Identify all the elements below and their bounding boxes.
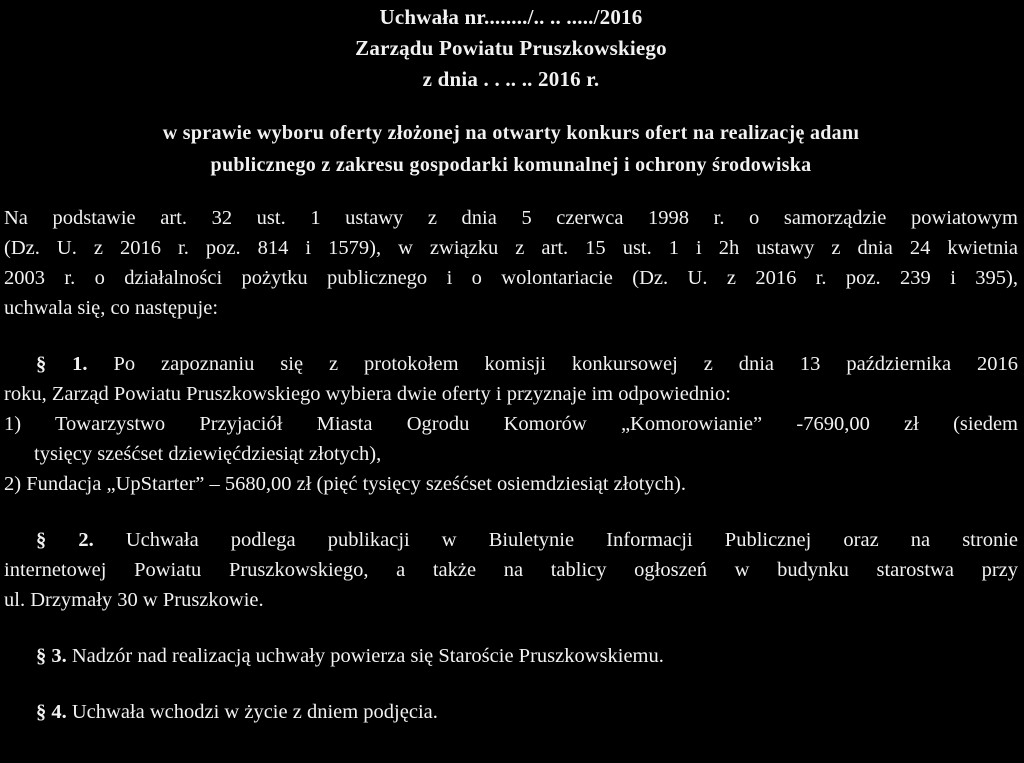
section-1-item-1-line-1: 1) Towarzystwo Przyjaciół Miasta Ogrodu Komorów „Komorowianie” -7690,00 zł (siedem	[4, 413, 1018, 435]
section-4	[4, 697, 1018, 727]
legal-basis	[4, 203, 1018, 323]
subject-line-2: publicznego z zakresu gospodarki komunalnej i ochrony środowiska	[210, 154, 812, 176]
section-1	[4, 349, 1018, 499]
section-4-line	[4, 697, 1018, 727]
document-header	[4, 2, 1018, 95]
section-3-mark: § 3.	[36, 645, 67, 667]
legal-basis-line-1: Na podstawie art. 32 ust. 1 ustawy z dnia 5 czerwca 1998 r. o samorządzie powiatowym	[4, 207, 1018, 229]
section-2-line-3: ul. Drzymały 30 w Pruszkowie.	[4, 589, 264, 611]
resolution-subject	[4, 117, 1018, 181]
section-1-text-1: Po zapoznaniu się z protokołem komisji konkursowej z dnia 13 października 2016	[113, 353, 1018, 375]
section-2-line-1	[4, 525, 1018, 555]
section-2	[4, 525, 1018, 615]
legal-basis-line-4: uchwala się, co następuje:	[4, 297, 219, 319]
legal-basis-line-3: 2003 r. o działalności pożytku publicznego i o wolontariacie (Dz. U. z 2016 r. poz. 239 i 395),	[4, 267, 1018, 289]
section-2-line-2: internetowej Powiatu Pruszkowskiego, a także na tablicy ogłoszeń w budynku starostwa przy	[4, 559, 1018, 581]
section-3	[4, 641, 1018, 671]
resolution-date: z dnia . . .. .. 2016 r.	[422, 67, 600, 91]
section-2-mark: § 2.	[36, 529, 94, 551]
resolution-number: Uchwała nr......../.. .. ...../2016	[379, 5, 643, 29]
section-1-mark: § 1.	[36, 353, 88, 375]
issuing-body: Zarządu Powiatu Pruszkowskiego	[355, 36, 667, 60]
section-4-mark: § 4.	[36, 701, 67, 723]
section-1-item-2: 2) Fundacja „UpStarter” – 5680,00 zł (pięć tysięcy sześćset osiemdziesiąt złotych).	[4, 473, 686, 495]
subject-line-1: w sprawie wyboru oferty złożonej na otwarty konkurs ofert na realizację adanı	[162, 122, 860, 144]
section-1-item-1-line-2: tysięcy sześćset dziewięćdziesiąt złotych),	[34, 443, 382, 465]
section-3-text: Nadzór nad realizacją uchwały powierza się Staroście Pruszkowskiemu.	[71, 645, 664, 667]
section-3-line	[4, 641, 1018, 671]
section-1-line-1	[4, 349, 1018, 379]
legal-basis-line-2: (Dz. U. z 2016 r. poz. 814 i 1579), w związku z art. 15 ust. 1 i 2h ustawy z dnia 24 kwietnia	[4, 237, 1018, 259]
section-2-text-1: Uchwała podlega publikacji w Biuletynie Informacji Publicznej oraz na stronie	[125, 529, 1019, 551]
section-4-text: Uchwała wchodzi w życie z dniem podjęcia.	[71, 701, 438, 723]
section-1-line-2: roku, Zarząd Powiatu Pruszkowskiego wybiera dwie oferty i przyznaje im odpowiednio:	[4, 383, 731, 405]
